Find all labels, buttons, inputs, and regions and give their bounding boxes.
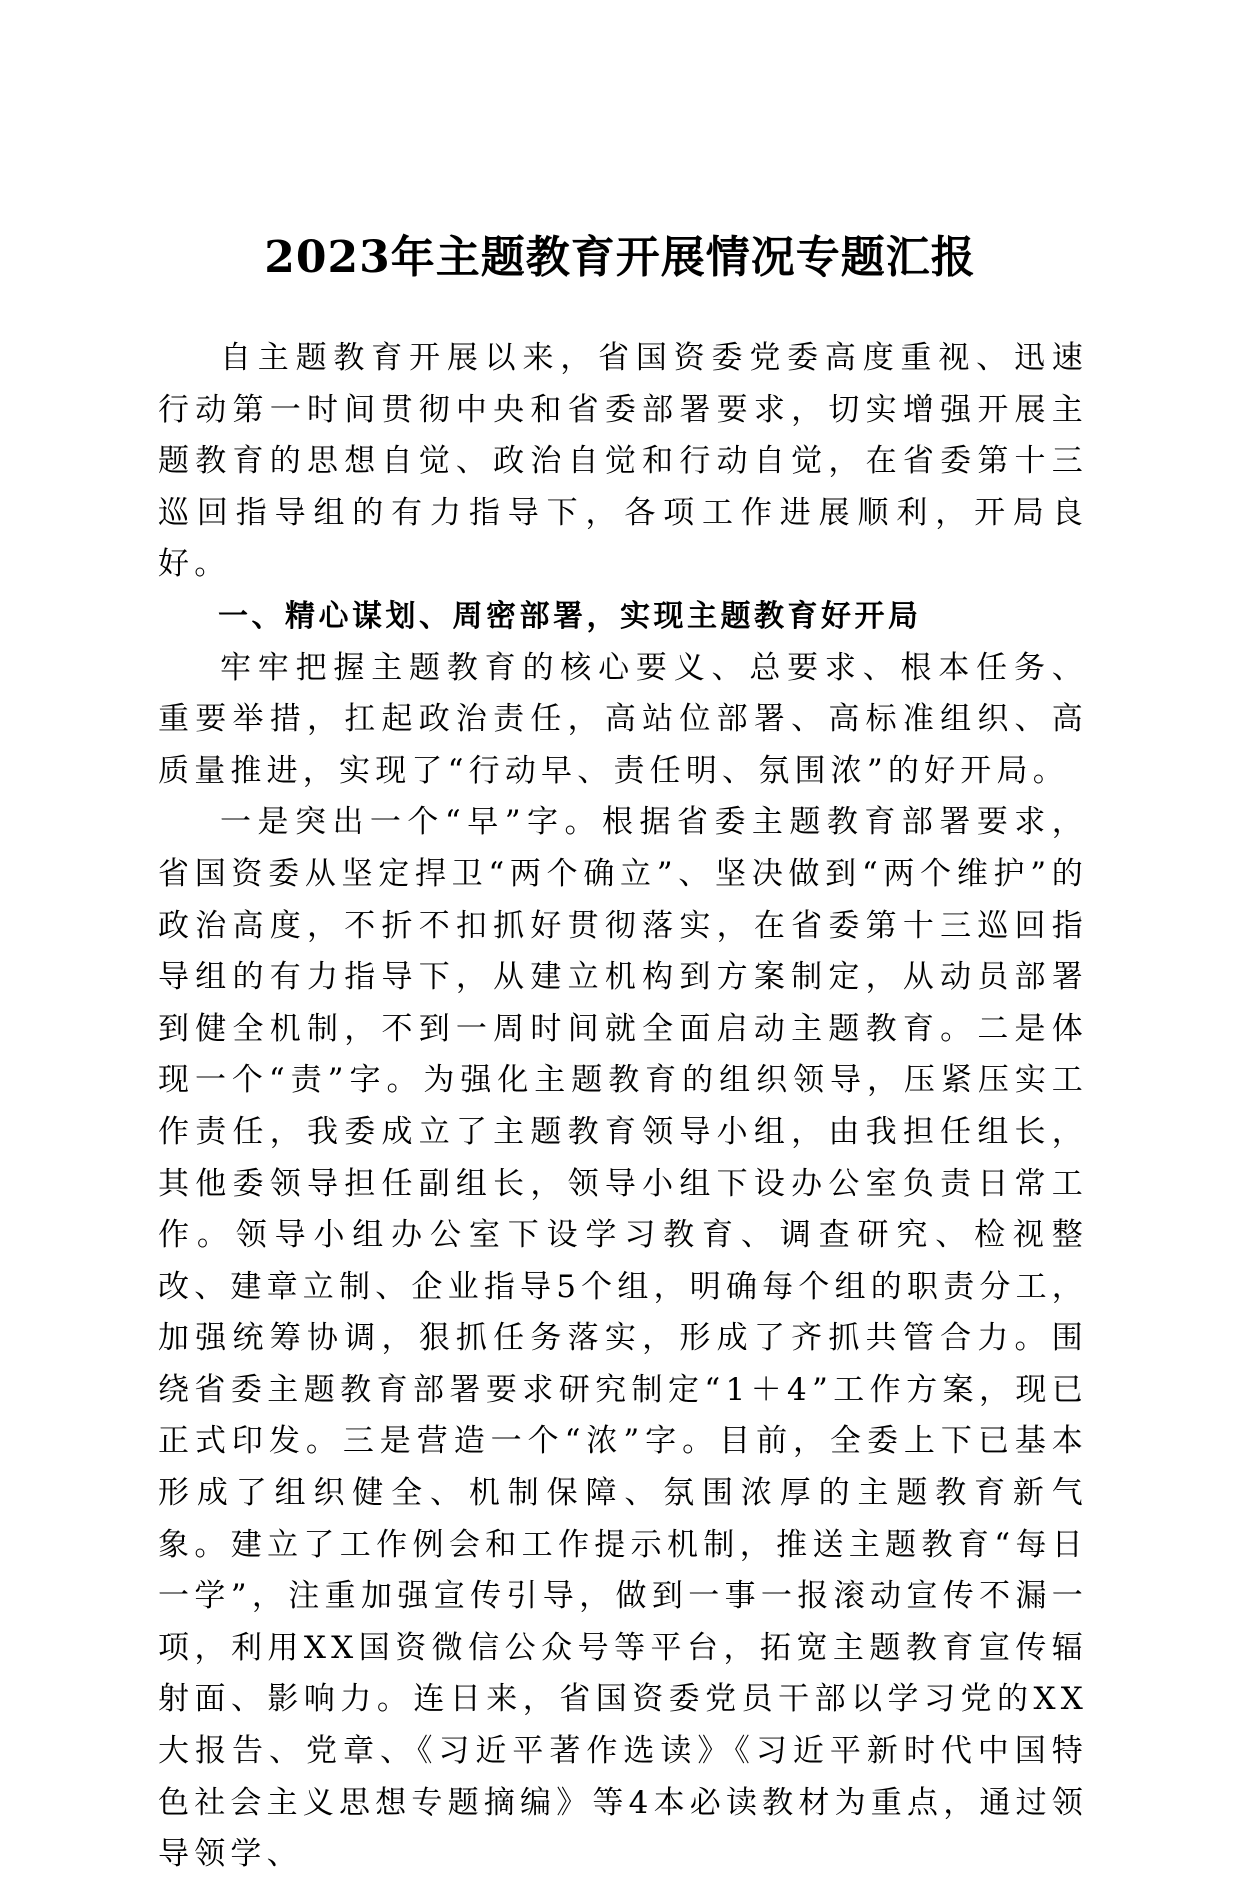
- section-summary-paragraph: 牢牢把握主题教育的核心要义、总要求、根本任务、重要举措，扛起政治责任，高站位部署、高标准组织、高质量推进，实现了“行动早、责任明、氛围浓”的好开局。: [158, 649, 1088, 789]
- document-title: 2023年主题教育开展情况专题汇报: [264, 232, 976, 283]
- section-heading: 一、精心谋划、周密部署，实现主题教育好开局: [218, 598, 922, 634]
- section-detail-paragraph: 一是突出一个“早”字。根据省委主题教育部署要求，省国资委从坚定捍卫“两个确立”、坚决做到“两个维护”的政治高度，不折不扣抓好贯彻落实，在省委第十三巡回指导组的有力指导下，从建立机构到方案制定，从动员部署到健全机制，不到一周时间就全面启动主题教育。二是体现一个“责”字。为强化主题教育的组织领导，压紧压实工作责任，我委成立了主题教育领导小组，由我担任组长，其他委领导担任副组长，领导小组下设办公室负责日常工作。领导小组办公室下设学习教育、调查研究、检视整改、建章立制、企业指导5个组，明确每个组的职责分工，加强统筹协调，狠抓任务落实，形成了齐抓共管合力。围绕省委主题教育部署要求研究制定“1＋4”工作方案，现已正式印发。三是营造一个“浓”字。目前，全委上下已基本形成了组织健全、机制保障、氛围浓厚的主题教育新气象。建立了工作例会和工作提示机制，推送主题教育“每日一学”，注重加强宣传引导，做到一事一报滚动宣传不漏一项，利用XX国资微信公众号等平台，拓宽主题教育宣传辐射面、影响力。连日来，省国资委党员干部以学习党的XX大报告、党章、《习近平著作选读》《习近平新时代中国特色社会主义思想专题摘编》等4本必读教材为重点，通过领导领学、: [158, 804, 1088, 1873]
- document-body: [158, 333, 1088, 1881]
- intro-paragraph: 自主题教育开展以来，省国资委党委高度重视、迅速行动第一时间贯彻中央和省委部署要求，切实增强开展主题教育的思想自觉、政治自觉和行动自觉，在省委第十三巡回指导组的有力指导下，各项工作进展顺利，开局良好。: [158, 340, 1088, 583]
